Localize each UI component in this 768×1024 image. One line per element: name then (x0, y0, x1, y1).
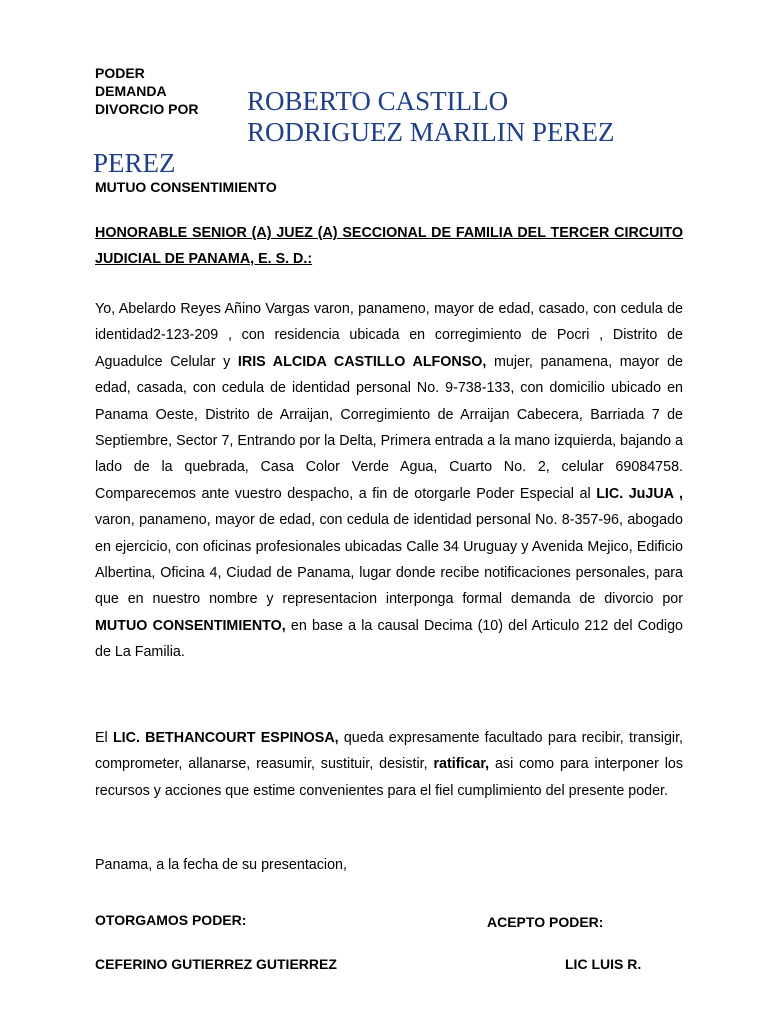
title-line-2: RODRIGUEZ MARILIN PEREZ (247, 117, 615, 147)
p1-text-4: en base a la causal Decima (10) del Articulo 212 del Codigo de La Familia. (95, 617, 683, 661)
title-line-1: ROBERTO CASTILLO (247, 86, 509, 116)
p2-text-1: El (95, 730, 113, 746)
p1-bold-cause: MUTUO CONSENTIMIENTO, (95, 617, 286, 634)
title-line-3: PEREZ (93, 148, 176, 178)
p2-text-3: asi como para interponer los recursos y acciones que estime convenientes para el fiel cumplimiento del presente poder. (95, 756, 683, 799)
p1-text-2: mujer, panamena, mayor de edad, casada, con cedula de identidad personal No. 9-738-133, con domicilio ubicado en Panama Oeste, Distrito de Arraijan, Corregimiento de Arraijan Cabecera, Barriada 7 de Septiembre, Sector 7, Entrando por la Delta, Primera entrada a la mano izquierda, bajando a lado de la quebrada, Casa Color Verde Agua, Cuarto No. 2, celular 69084758. Comparecemos ante vuestro despacho, a fin de otorgarle Poder Especial al (95, 353, 683, 502)
p1-bold-name: IRIS ALCIDA CASTILLO ALFONSO, (237, 353, 487, 370)
doc-type-line-3: DIVORCIO POR (95, 101, 199, 117)
body-paragraph-1 (95, 296, 683, 666)
body-paragraph-2 (95, 725, 683, 804)
document-subtitle: MUTUO CONSENTIMIENTO (95, 179, 277, 195)
p1-text-1: Yo, Abelardo Reyes Añino Vargas varon, panameno, mayor de edad, casado, con cedula de identidad2-123-209 , con residencia ubicada en corregimiento de Pocri , Distrito de Aguadulce Celular y (95, 301, 683, 370)
date-line: Panama, a la fecha de su presentacion, (95, 857, 347, 873)
p2-bold-attorney: LIC. BETHANCOURT ESPINOSA, (112, 730, 339, 746)
p1-text-3: varon, panameno, mayor de edad, con cedula de identidad personal No. 8-357-96, abogado en ejercicio, con oficinas profesionales ubicadas Calle 34 Uruguay y Avenida Mejico, Edificio Albertina, Oficina 4, Ciudad de Panama, lugar donde recibe notificaciones personales, para que en nuestro nombre y representacion interponga formal demanda de divorcio por (95, 512, 683, 608)
addressee-heading: HONORABLE SENIOR (A) JUEZ (A) SECCIONAL DE FAMILIA DEL TERCER CIRCUITO JUDICIAL DE PANAMA, E. S. D.: (95, 225, 683, 267)
p1-bold-attorney: LIC. JuJUA , (596, 485, 683, 502)
doc-type-line-1: PODER (95, 65, 145, 81)
grantors-label: OTORGAMOS PODER: (95, 912, 247, 928)
doc-type-line-2: DEMANDA (95, 83, 167, 99)
attorney-name: LIC LUIS R. (565, 956, 642, 972)
accept-label: ACEPTO PODER: (487, 914, 604, 930)
document-type-block (95, 64, 255, 118)
p2-text-2: queda expresamente facultado para recibir, transigir, comprometer, allanarse, reasumir, sustituir, desistir, (95, 730, 684, 773)
grantor-name: CEFERINO GUTIERREZ GUTIERREZ (95, 956, 337, 972)
p2-bold-ratificar: ratificar, (433, 756, 490, 773)
